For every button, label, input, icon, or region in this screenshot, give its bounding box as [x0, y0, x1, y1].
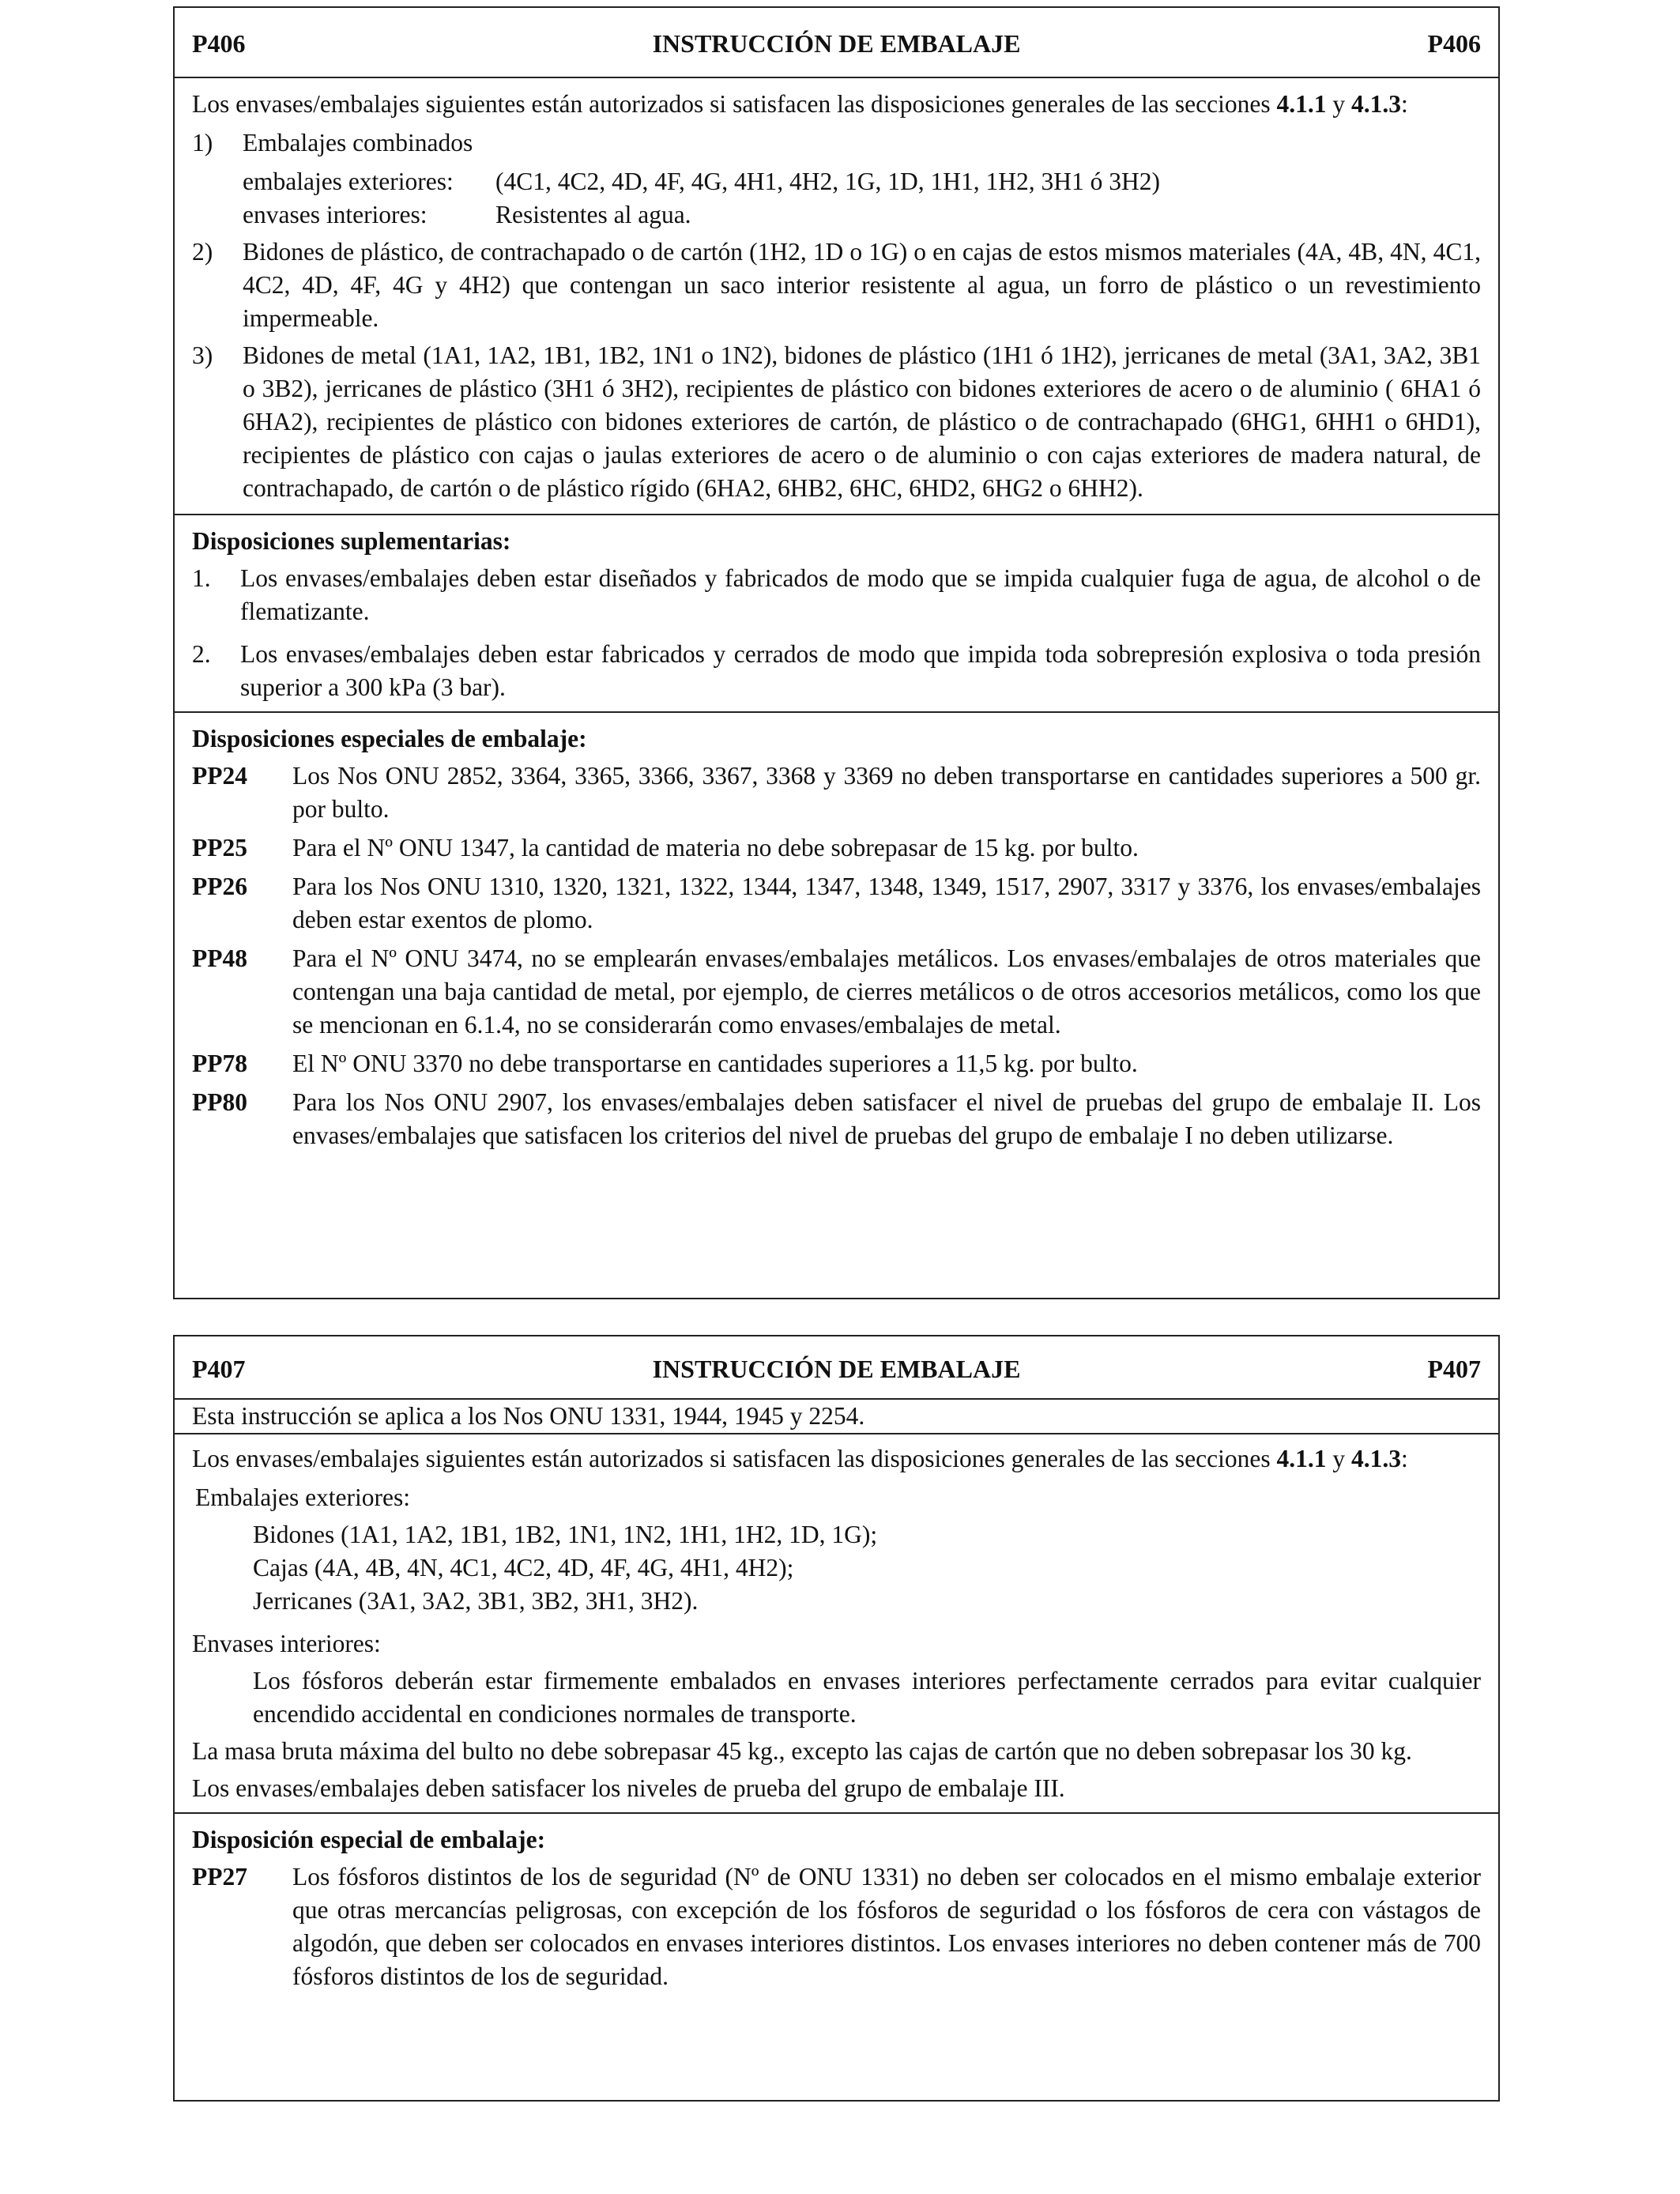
p407-code-left: P407	[192, 1355, 246, 1383]
pp80-code: PP80	[192, 1088, 247, 1116]
pp25-text: Para el Nº ONU 1347, la cantidad de materia no debe sobrepasar de 15 kg. por bulto.	[292, 834, 1139, 861]
p406-pp25	[192, 831, 1481, 865]
p406-outer-value: (4C1, 4C2, 4D, 4F, 4G, 4H1, 4H2, 1G, 1D, 1H1, 1H2, 3H1 ó 3H2)	[495, 168, 1160, 195]
p407-pp27	[192, 1860, 1481, 1993]
p406-supp-1	[192, 562, 1481, 628]
p407-intro-colon: :	[1400, 1445, 1408, 1472]
p406-item-1-inner	[192, 198, 1481, 232]
p407-inner-title: Envases interiores:	[192, 1630, 381, 1657]
p406-item-1-number: 1)	[192, 129, 213, 156]
p407-ref-411: 4.1.1	[1276, 1445, 1327, 1472]
pp26-code: PP26	[192, 873, 247, 900]
p406-intro	[192, 88, 1481, 121]
p406-code-left: P406	[192, 29, 246, 58]
p406-intro-colon: :	[1400, 90, 1408, 118]
p406-pp80	[192, 1086, 1481, 1152]
p407-applies-text: Esta instrucción se aplica a los Nos ONU 1331, 1944, 1945 y 2254.	[192, 1402, 865, 1430]
p406-supplementary-section	[175, 515, 1498, 713]
p407-mass-text: La masa bruta máxima del bulto no debe sobrepasar 45 kg., excepto las cajas de cartón que no deben sobrepasar los 30 kg.	[192, 1737, 1412, 1765]
p407-title: INSTRUCCIÓN DE EMBALAJE	[652, 1355, 1021, 1383]
p406-pp26	[192, 870, 1481, 937]
pp27-text: Los fósforos distintos de los de seguridad (Nº de ONU 1331) no deben ser colocados en el mismo embalaje exterior que otras mercancías peligrosas, con excepción de los fósforos de seguridad o los fósforos de cera con vástagos de algodón, que deben ser colocados en envases interiores distintos. Los envases interiores no deben contener más de 700 fósforos distintos de los de seguridad.	[292, 1863, 1481, 1990]
pp80-text: Para los Nos ONU 2907, los envases/embalajes deben satisfacer el nivel de pruebas del grupo de embalaje II. Los envases/embalajes que satisfacen los criterios del nivel de pruebas del grupo de embalaje I no deben utilizarse.	[292, 1088, 1481, 1149]
p406-ref-413: 4.1.3	[1350, 90, 1401, 118]
p407-applies-section	[175, 1400, 1498, 1434]
p406-intro-and: y	[1326, 90, 1351, 118]
p406-supp-2-number: 2.	[192, 640, 211, 668]
pp25-code: PP25	[192, 834, 247, 861]
p407-test-text: Los envases/embalajes deben satisfacer los niveles de prueba del grupo de embalaje III.	[192, 1774, 1065, 1802]
pp78-text: El Nº ONU 3370 no debe transportarse en cantidades superiores a 11,5 kg. por bulto.	[292, 1050, 1138, 1077]
p406-special-section	[175, 713, 1498, 1152]
p407-authorized-section	[175, 1434, 1498, 1814]
pp48-code: PP48	[192, 944, 247, 972]
p406-item-2	[192, 236, 1481, 335]
pp26-text: Para los Nos ONU 1310, 1320, 1321, 1322, 1344, 1347, 1348, 1349, 1517, 2907, 3317 y 3376, los envases/embalajes deben estar exentos de plomo.	[292, 873, 1481, 933]
p406-item-1-outer	[192, 165, 1481, 198]
p406-item-3-text: Bidones de metal (1A1, 1A2, 1B1, 1B2, 1N1 o 1N2), bidones de plástico (1H1 ó 1H2), jerricanes de metal (3A1, 3A2, 3B1 o 3B2), jerricanes de plástico (3H1 ó 3H2), recipientes de plástico con bidones exteriores de acero o de aluminio ( 6HA1 ó 6HA2), recipientes de plástico con bidones exteriores de cartón, de plástico o de contrachapado (6HG1, 6HH1 o 6HD1), recipientes de plástico con cajas o jaulas exteriores de acero o de aluminio o con cajas exteriores de madera natural, de contrachapado, de cartón o de plástico rígido (6HA2, 6HB2, 6HC, 6HD2, 6HG2 o 6HH2).	[243, 341, 1481, 502]
p406-supp-1-number: 1.	[192, 564, 211, 592]
p407-outer-jerricans: Jerricanes (3A1, 3A2, 3B1, 3B2, 3H1, 3H2).	[253, 1587, 699, 1615]
p406-inner-label: envases interiores:	[243, 201, 428, 228]
p407-outer-drums: Bidones (1A1, 1A2, 1B1, 1B2, 1N1, 1N2, 1H1, 1H2, 1D, 1G);	[253, 1521, 878, 1548]
p406-ref-411: 4.1.1	[1276, 90, 1327, 118]
p406-supp-2	[192, 638, 1481, 704]
p406-supp-1-text: Los envases/embalajes deben estar diseñados y fabricados de modo que se impida cualquier fuga de agua, de alcohol o de flematizante.	[240, 564, 1481, 625]
p406-intro-text: Los envases/embalajes siguientes están autorizados si satisfacen las disposiciones generales de las secciones	[192, 90, 1277, 118]
p406-header	[175, 8, 1498, 78]
p406-item-1	[192, 126, 1481, 160]
p407-intro	[192, 1442, 1481, 1476]
p406-instruction-box	[173, 6, 1500, 1299]
p406-item-1-title: Embalajes combinados	[243, 129, 473, 156]
p406-supp-2-text: Los envases/embalajes deben estar fabricados y cerrados de modo que impida toda sobrepresión explosiva o toda presión superior a 300 kPa (3 bar).	[240, 640, 1481, 701]
p406-title: INSTRUCCIÓN DE EMBALAJE	[652, 29, 1021, 58]
p407-intro-text: Los envases/embalajes siguientes están autorizados si satisfacen las disposiciones generales de las secciones	[192, 1445, 1277, 1472]
p407-header	[175, 1336, 1498, 1400]
p407-inner-text: Los fósforos deberán estar firmemente embalados en envases interiores perfectamente cerrados para evitar cualquier encendido accidental en condiciones normales de transporte.	[253, 1667, 1481, 1728]
p406-item-3-number: 3)	[192, 341, 213, 369]
p406-inner-value: Resistentes al agua.	[495, 201, 691, 228]
p407-code-right: P407	[1427, 1355, 1481, 1383]
pp27-code: PP27	[192, 1863, 247, 1891]
p406-outer-label: embalajes exteriores:	[243, 168, 454, 195]
pp24-code: PP24	[192, 762, 247, 790]
p407-instruction-box	[173, 1335, 1500, 2102]
p406-item-2-number: 2)	[192, 238, 213, 266]
p406-code-right: P406	[1427, 29, 1481, 58]
p406-pp48	[192, 942, 1481, 1042]
p407-outer-boxes: Cajas (4A, 4B, 4N, 4C1, 4C2, 4D, 4F, 4G, 4H1, 4H2);	[253, 1554, 794, 1581]
p407-special-title: Disposición especial de embalaje:	[192, 1826, 546, 1853]
pp48-text: Para el Nº ONU 3474, no se emplearán envases/embalajes metálicos. Los envases/embalajes de otros materiales que contengan una baja cantidad de metal, por ejemplo, de cierres metálicos o de otros accesorios metálicos, como los que se mencionan en 6.1.4, no se considerarán como envases/embalajes de metal.	[292, 944, 1481, 1039]
pp24-text: Los Nos ONU 2852, 3364, 3365, 3366, 3367, 3368 y 3369 no deben transportarse en cantidades superiores a 500 gr. por bulto.	[292, 762, 1481, 823]
pp78-code: PP78	[192, 1050, 247, 1077]
p406-item-3	[192, 339, 1481, 505]
p407-special-section	[175, 1814, 1498, 1993]
p406-supplementary-title: Disposiciones suplementarias:	[192, 527, 511, 555]
p406-pp78	[192, 1047, 1481, 1080]
p407-ref-413: 4.1.3	[1350, 1445, 1401, 1472]
p406-pp24	[192, 760, 1481, 826]
p406-authorized-section	[175, 78, 1498, 515]
p406-special-title: Disposiciones especiales de embalaje:	[192, 725, 587, 752]
p407-outer-title: Embalajes exteriores:	[195, 1483, 411, 1511]
p407-intro-and: y	[1326, 1445, 1351, 1472]
p406-item-2-text: Bidones de plástico, de contrachapado o de cartón (1H2, 1D o 1G) o en cajas de estos mismos materiales (4A, 4B, 4N, 4C1, 4C2, 4D, 4F, 4G y 4H2) que contengan un saco interior resistente al agua, un forro de plástico o un revestimiento impermeable.	[243, 238, 1481, 332]
